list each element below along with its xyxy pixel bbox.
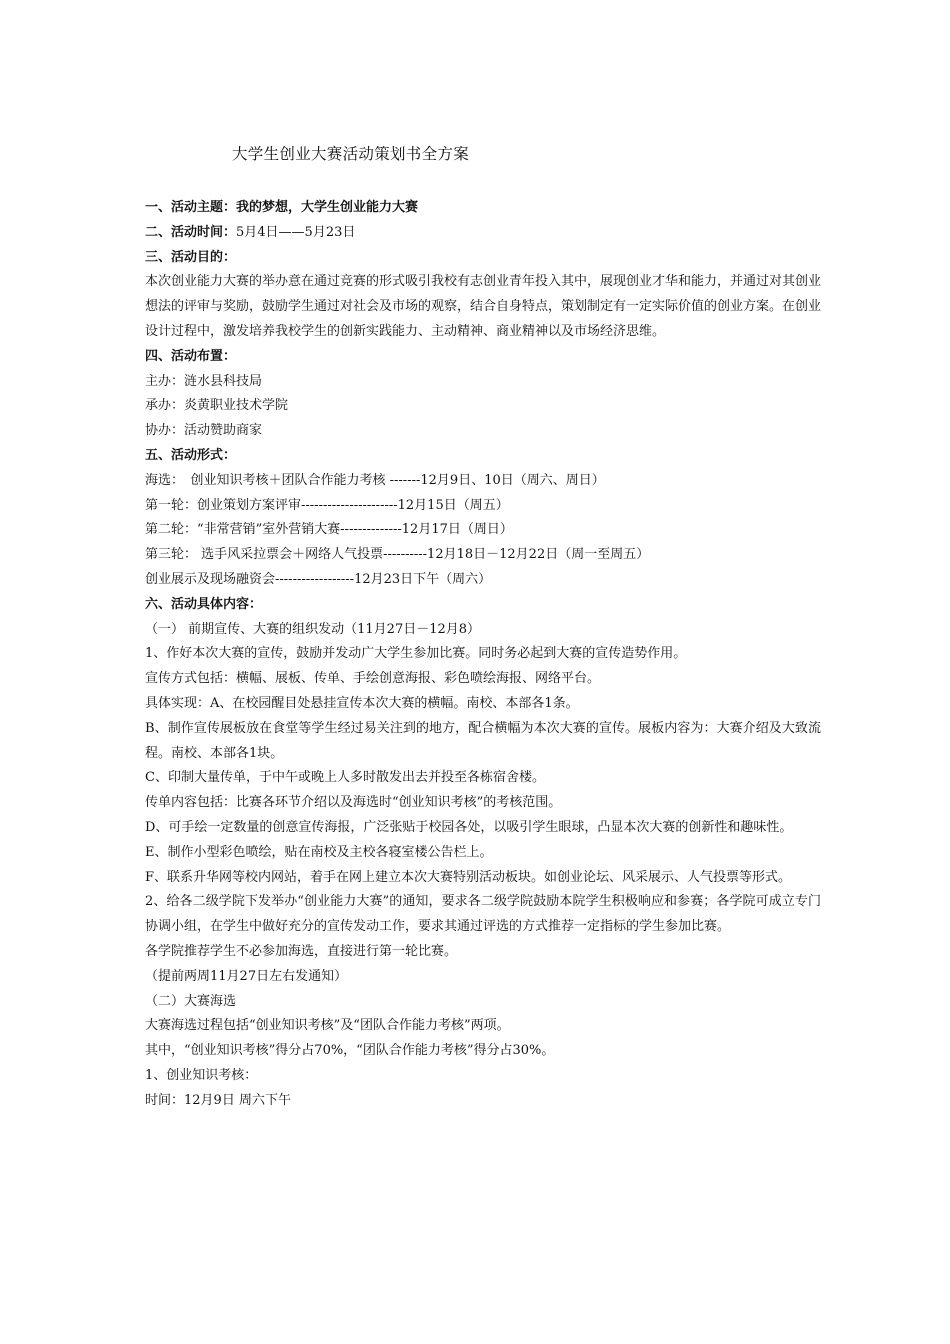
text-line: 传单内容包括：比赛各环节介绍以及海选时“创业知识考核”的考核范围。 — [145, 795, 562, 811]
text-line: （提前两周11月27日左右发通知） — [145, 968, 348, 984]
text-line: 海选： 创业知识考核＋团队合作能力考核 -------12月9日、10日（周六、周日） — [145, 472, 605, 488]
text-line: E、制作小型彩色喷绘，贴在南校及主校各寝室楼公告栏上。 — [145, 844, 493, 860]
text-line: 承办：炎黄职业技术学院 — [145, 398, 289, 414]
text-line: 各学院推荐学生不必参加海选，直接进行第一轮比赛。 — [145, 943, 458, 959]
heading-value: 5月4日——5月23日 — [236, 224, 356, 240]
text-line: （二）大赛海选 — [145, 993, 237, 1009]
section-heading: 四、活动布置： — [145, 348, 237, 364]
section-heading: 一、活动主题：我的梦想，大学生创业能力大赛 — [145, 200, 419, 215]
text-line: 第二轮：“非常营销”室外营销大赛--------------12月17日（周日） — [145, 522, 513, 538]
heading-label: 二、活动时间： — [145, 224, 237, 240]
text-line: （一） 前期宣传、大赛的组织发动（11月27日－12月8） — [145, 621, 481, 637]
paragraph: D、可手绘一定数量的创意宣传海报，广泛张贴于校园各处，以吸引学生眼球，凸显本次大赛的创新性和趣味性。 — [145, 819, 793, 835]
text-line: 第三轮： 选手风采拉票会＋网络人气投票----------12月18日－12月22日（周一至周五） — [145, 547, 650, 563]
section-heading: 三、活动目的： — [145, 249, 237, 265]
text-line: 1、作好本次大赛的宣传，鼓励并发动广大学生参加比赛。同时务必起到大赛的宣传造势作用。 — [145, 646, 687, 662]
text-line: 协办：活动赞助商家 — [145, 423, 263, 439]
text-line: 主办：涟水县科技局 — [145, 373, 263, 389]
text-line: 第一轮：创业策划方案评审----------------------12月15日（周五） — [145, 497, 509, 513]
section-heading: 六、活动具体内容： — [145, 596, 263, 612]
text-line: 宣传方式包括：横幅、展板、传单、手绘创意海报、彩色喷绘海报、网络平台。 — [145, 671, 601, 687]
text-line: 创业展示及现场融资会------------------12月23日下午（周六） — [145, 571, 492, 587]
document-title: 大学生创业大赛活动策划书全方案 — [232, 145, 470, 163]
paragraph: 本次创业能力大赛的举办意在通过竞赛的形式吸引我校有志创业青年投入其中，展现创业才华和能力，并通过对其创业想法的评审与奖励，鼓励学生通过对社会及市场的观察，结合自身特点，策划制定有一定实际价值的创业方案。在创业设计过程中，激发培养我校学生的创新实践能力、主动精神、商业精神以及市场经济思维。 — [145, 274, 822, 339]
text-line: 具体实现：A、在校园醒目处悬挂宣传本次大赛的横幅。南校、本部各1条。 — [145, 695, 579, 711]
text-line: 1、创业知识考核： — [145, 1067, 258, 1083]
text-line: C、印制大量传单，于中午或晚上人多时散发出去并投至各栋宿舍楼。 — [145, 770, 545, 786]
paragraph: 2、给各二级学院下发举办“创业能力大赛”的通知，要求各二级学院鼓励本院学生积极响应和参赛；各学院可成立专门协调小组，在学生中做好充分的宣传发动工作，要求其通过评选的方式推荐一定指标的学生参加比赛。 — [145, 894, 821, 935]
text-line: 时间：12月9日 周六下午 — [145, 1092, 291, 1108]
text-line: 其中，“创业知识考核”得分占70%，“团队合作能力考核”得分占30%。 — [145, 1043, 555, 1059]
text-line: 大赛海选过程包括“创业知识考核”及“团队合作能力考核”两项。 — [145, 1018, 510, 1034]
section-heading — [145, 221, 821, 246]
section-heading: 五、活动形式： — [145, 447, 237, 463]
paragraph: F、联系升华网等校内网站，着手在网上建立本次大赛特别活动板块。如创业论坛、风采展示、人气投票等形式。 — [145, 869, 792, 885]
paragraph: B、制作宣传展板放在食堂等学生经过易关注到的地方，配合横幅为本次大赛的宣传。展板内容为：大赛介绍及大致流程。南校、本部各1块。 — [145, 720, 821, 761]
document-body — [145, 196, 821, 1113]
